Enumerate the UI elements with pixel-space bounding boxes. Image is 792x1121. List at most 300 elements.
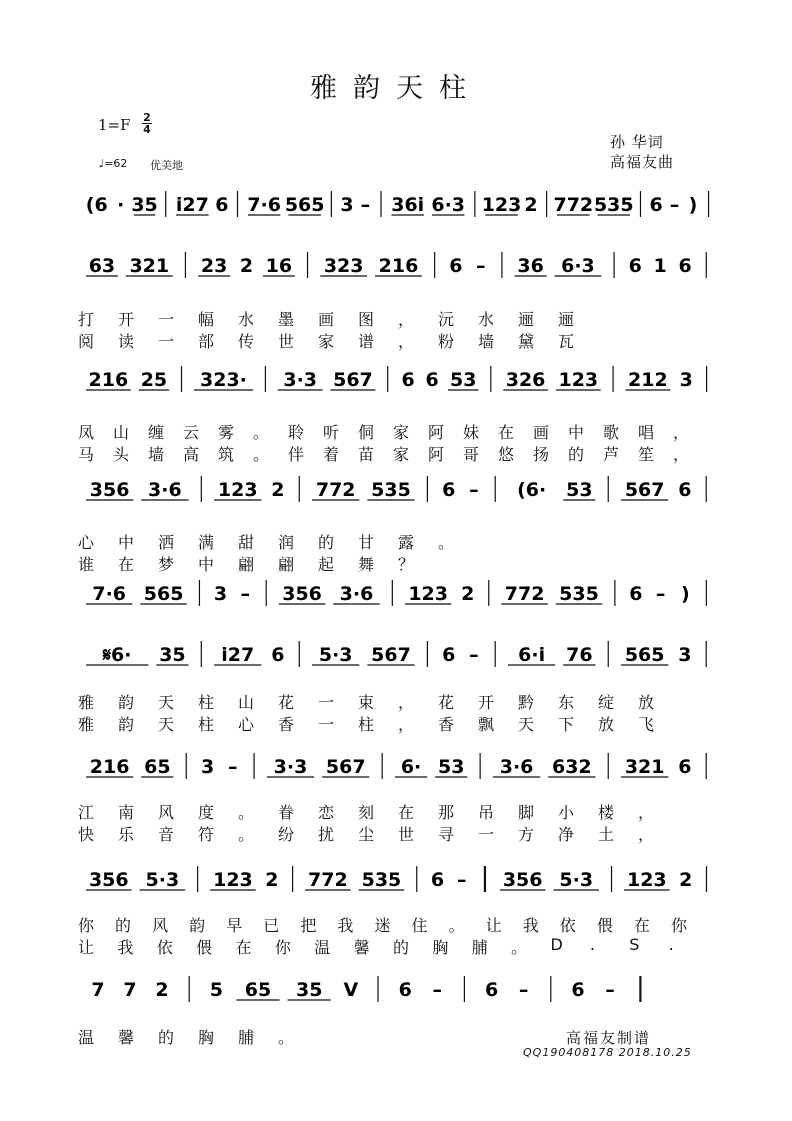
- jianpu-note: 123: [213, 869, 253, 891]
- lyric-line-5-verse1: [78, 800, 718, 822]
- lyric-char: ，: [398, 715, 415, 734]
- lyric-char: 脚: [518, 803, 535, 822]
- jianpu-note: 36i: [391, 194, 425, 216]
- lyric-char: 谱: [358, 332, 375, 351]
- lyric-char: 快: [78, 825, 95, 844]
- lyric-char: 音: [158, 825, 175, 844]
- lyric-char: 花: [278, 693, 295, 712]
- lyric-char: 吊: [478, 803, 495, 822]
- jianpu-note: 567: [325, 756, 366, 778]
- lyric-char: 黛: [518, 332, 535, 351]
- lyric-char: 天: [158, 693, 175, 712]
- jianpu-note: 7: [91, 979, 105, 1001]
- lyric-char: 舞: [358, 555, 375, 574]
- lyric-char: 扰: [318, 825, 335, 844]
- lyric-char: 刻: [358, 803, 375, 822]
- lyric-char: 起: [318, 555, 335, 574]
- lyric-line-5-verse2: [78, 822, 718, 844]
- jianpu-note: 323: [323, 255, 364, 277]
- lyric-char: 墨: [278, 310, 295, 329]
- lyric-char: 一: [318, 715, 335, 734]
- lyric-char: 韵: [189, 916, 206, 935]
- score-maker-credit: 高福友制谱: [566, 1029, 652, 1047]
- lyric-char: 胸: [432, 938, 449, 957]
- lyric-char: S: [629, 935, 640, 954]
- lyric-char: 中: [198, 555, 215, 574]
- lyric-char: 风: [158, 803, 175, 822]
- lyric-char: 度: [198, 803, 215, 822]
- lyric-char: 马: [78, 445, 95, 464]
- jianpu-note: 3·6: [339, 583, 374, 605]
- jianpu-note: 53: [566, 479, 593, 501]
- lyric-char: ，: [673, 445, 690, 464]
- contact-and-date: QQ190408178 2018.10.25: [523, 1046, 692, 1059]
- jianpu-note: 2: [461, 583, 475, 605]
- lyric-char: 一: [478, 825, 495, 844]
- lyric-char: 妹: [463, 423, 480, 442]
- lyric-char: 楼: [598, 803, 615, 822]
- lyric-char: 着: [323, 445, 340, 464]
- jianpu-note: –: [360, 194, 371, 216]
- lyric-char: 馨: [353, 938, 370, 957]
- jianpu-note: i27: [221, 644, 255, 666]
- lyric-char: 柱: [198, 715, 215, 734]
- lyric-char: 。: [511, 938, 528, 957]
- jianpu-note: 2: [271, 479, 285, 501]
- lyric-char: 雅: [78, 715, 95, 734]
- lyric-char: 雾: [218, 423, 235, 442]
- composer-credit: 高福友曲: [610, 153, 675, 171]
- jianpu-note: 535: [371, 479, 411, 501]
- jianpu-note: 53: [450, 369, 477, 391]
- lyric-char: 筑: [218, 445, 235, 464]
- jianpu-note: (6·: [517, 479, 547, 501]
- jianpu-note: 35: [131, 194, 158, 216]
- lyric-char: 部: [198, 332, 215, 351]
- lyric-char: 中: [568, 423, 585, 442]
- lyric-char: 馨: [118, 1028, 135, 1047]
- time-signature-top: 2: [143, 111, 151, 124]
- lyric-char: 画: [533, 423, 550, 442]
- jianpu-note: 36: [517, 255, 544, 277]
- lyric-char: 中: [118, 533, 135, 552]
- lyric-char: 歌: [603, 423, 620, 442]
- lyric-char: 你: [670, 916, 687, 935]
- lyric-line-4-verse2: [78, 712, 718, 734]
- lyric-char: 一: [158, 310, 175, 329]
- lyric-char: 花: [438, 693, 455, 712]
- lyric-line-1-verse2: [78, 329, 718, 351]
- jianpu-note: –: [605, 979, 615, 1001]
- lyric-char: 温: [78, 1028, 95, 1047]
- lyric-char: 天: [518, 715, 535, 734]
- lyric-char: 南: [118, 803, 135, 822]
- lyric-char: 风: [152, 916, 169, 935]
- lyric-char: 阿: [428, 445, 445, 464]
- lyric-char: 把: [300, 916, 317, 935]
- lyric-char: 打: [78, 310, 95, 329]
- lyric-char: 放: [638, 693, 655, 712]
- jianpu-note: 2: [239, 255, 254, 277]
- lyric-char: 纷: [278, 825, 295, 844]
- lyric-char: 柱: [198, 693, 215, 712]
- jianpu-note: 321: [129, 255, 170, 277]
- jianpu-note: 123: [408, 583, 449, 605]
- jianpu-note: 6: [442, 644, 456, 666]
- jianpu-note: –: [240, 583, 250, 605]
- lyric-char: 土: [598, 825, 615, 844]
- jianpu-note: 6: [449, 255, 463, 277]
- jianpu-note: 76: [566, 644, 593, 666]
- lyric-char: 笙: [638, 445, 655, 464]
- lyric-char: 山: [238, 693, 255, 712]
- jianpu-note: 772: [308, 869, 348, 891]
- lyric-char: 水: [478, 310, 495, 329]
- jianpu-note: 53: [438, 756, 465, 778]
- lyric-char: 束: [358, 693, 375, 712]
- lyric-char: 阅: [78, 332, 95, 351]
- lyric-char: 韵: [118, 715, 135, 734]
- lyric-char: 心: [78, 533, 95, 552]
- jianpu-note: (6: [85, 194, 108, 216]
- jianpu-note: 35: [159, 644, 186, 666]
- lyric-char: 你: [274, 938, 291, 957]
- jianpu-note: 5: [209, 979, 224, 1001]
- lyric-char: 听: [323, 423, 340, 442]
- jianpu-note: 6: [678, 479, 692, 501]
- jianpu-note: i27: [175, 194, 209, 216]
- lyric-char: 。: [448, 916, 465, 935]
- lyric-char: 扬: [533, 445, 550, 464]
- lyric-char: 苗: [358, 445, 375, 464]
- lyric-char: .: [668, 935, 674, 954]
- jianpu-note: 6: [629, 583, 643, 605]
- lyric-char: 已: [263, 916, 280, 935]
- jianpu-note: 326: [505, 369, 546, 391]
- lyric-char: 你: [78, 916, 95, 935]
- lyric-char: 在: [398, 803, 415, 822]
- jianpu-note: 35: [295, 979, 323, 1001]
- jianpu-note: –: [475, 255, 486, 277]
- jianpu-note: –: [227, 756, 238, 778]
- lyric-char: 让: [485, 916, 502, 935]
- lyric-char: 阿: [428, 423, 445, 442]
- lyric-char: 一: [318, 693, 335, 712]
- lyric-char: 我: [522, 916, 539, 935]
- lyric-char: 在: [235, 938, 252, 957]
- lyric-char: 凤: [78, 423, 95, 442]
- lyric-char: 尘: [358, 825, 375, 844]
- lyric-char: 让: [78, 938, 95, 957]
- jianpu-note: –: [669, 194, 680, 216]
- lyric-char: 侗: [358, 423, 375, 442]
- jianpu-note: –: [518, 979, 529, 1001]
- lyric-line-4-verse1: [78, 690, 718, 712]
- jianpu-note: ): [680, 583, 690, 605]
- jianpu-note: 5·3: [559, 869, 594, 891]
- jianpu-note: 6: [571, 979, 585, 1001]
- lyric-char: 水: [238, 310, 255, 329]
- lyric-char: 。: [253, 423, 270, 442]
- jianpu-note: 6: [649, 194, 663, 216]
- lyric-char: 寻: [438, 825, 455, 844]
- lyric-char: 开: [478, 693, 495, 712]
- jianpu-note: 212: [628, 369, 668, 391]
- jianpu-note: 632: [551, 756, 592, 778]
- jianpu-note: 2: [524, 194, 538, 216]
- lyric-char: 开: [118, 310, 135, 329]
- lyric-char: 。: [253, 445, 270, 464]
- jianpu-note: –: [432, 979, 442, 1001]
- lyric-char: 恋: [318, 803, 335, 822]
- lyric-char: 家: [393, 445, 410, 464]
- jianpu-note: 6: [271, 644, 285, 666]
- lyric-char: 飞: [638, 715, 655, 734]
- jianpu-note: 6: [430, 869, 445, 891]
- jianpu-note: 3: [340, 194, 354, 216]
- lyric-char: 。: [438, 533, 455, 552]
- lyric-char: 墙: [148, 445, 165, 464]
- lyric-char: 净: [558, 825, 575, 844]
- lyric-char: 谁: [78, 555, 95, 574]
- jianpu-note: 565: [143, 583, 184, 605]
- jianpu-note: 2: [679, 869, 693, 891]
- lyric-line-2-verse2: [78, 442, 718, 464]
- lyric-char: 沅: [438, 310, 455, 329]
- lyric-char: ，: [638, 825, 655, 844]
- lyric-char: 一: [158, 332, 175, 351]
- expression-marking: 优美地: [150, 159, 183, 172]
- lyric-char: 露: [398, 533, 415, 552]
- jianpu-note: 6: [484, 979, 499, 1001]
- jianpu-note: 3·6: [148, 479, 182, 501]
- lyric-char: 偎: [596, 916, 613, 935]
- jianpu-note: 3: [213, 583, 228, 605]
- lyric-char: 家: [393, 423, 410, 442]
- jianpu-note: 772: [315, 479, 356, 501]
- jianpu-note: 567: [333, 369, 373, 391]
- lyric-char: D: [550, 935, 563, 954]
- time-signature-bottom: 4: [143, 123, 151, 136]
- lyric-line-2-verse1: [78, 420, 718, 442]
- lyric-char: 天: [158, 715, 175, 734]
- lyric-char: 瓦: [558, 332, 575, 351]
- jianpu-note: 6: [678, 756, 692, 778]
- tempo-marking: ♩=62: [99, 157, 128, 170]
- jianpu-note: 6·3: [431, 194, 466, 216]
- jianpu-note: V: [343, 979, 359, 1001]
- lyric-char: 翩: [278, 555, 295, 574]
- jianpu-note: 6: [401, 369, 415, 391]
- lyric-char: 润: [278, 533, 295, 552]
- lyric-char: 幅: [198, 310, 215, 329]
- lyric-char: 的: [115, 916, 132, 935]
- lyric-char: 。: [238, 803, 255, 822]
- lyric-char: ，: [398, 310, 415, 329]
- lyric-char: 哥: [463, 445, 480, 464]
- jianpu-note: 216: [89, 756, 130, 778]
- lyric-char: 山: [113, 423, 130, 442]
- lyric-char: 依: [156, 938, 173, 957]
- jianpu-note: 567: [371, 644, 411, 666]
- lyric-char: 心: [238, 715, 255, 734]
- jianpu-note: 6: [215, 194, 229, 216]
- lyric-char: 绽: [598, 693, 615, 712]
- jianpu-note: 565: [624, 644, 665, 666]
- jianpu-note: 7: [123, 979, 137, 1001]
- lyric-char: 脯: [471, 938, 488, 957]
- lyric-char: ，: [398, 332, 415, 351]
- lyric-char: 依: [559, 916, 576, 935]
- jianpu-note: 6: [398, 979, 412, 1001]
- lyric-char: 我: [117, 938, 134, 957]
- lyric-char: 图: [358, 310, 375, 329]
- jianpu-note: 3·6: [499, 756, 534, 778]
- jianpu-note: 3: [200, 756, 215, 778]
- lyric-char: 满: [198, 533, 215, 552]
- jianpu-note: 6: [678, 255, 692, 277]
- lyric-char: 的: [393, 938, 410, 957]
- jianpu-note: 6: [442, 479, 456, 501]
- jianpu-note: 16: [265, 255, 293, 277]
- lyric-char: 世: [278, 332, 295, 351]
- jianpu-note: 3: [678, 644, 692, 666]
- lyric-char: 在: [498, 423, 515, 442]
- jianpu-note: 7·6: [92, 583, 127, 605]
- jianpu-note: 323·: [200, 369, 247, 391]
- lyric-char: 云: [183, 423, 200, 442]
- jianpu-note: 5·3: [145, 869, 180, 891]
- lyric-char: 柱: [358, 715, 375, 734]
- jianpu-note: 5·3: [318, 644, 353, 666]
- lyric-char: 逦: [558, 310, 575, 329]
- lyric-char: 悠: [498, 445, 515, 464]
- jianpu-note: 2: [265, 869, 279, 891]
- lyric-char: 的: [318, 533, 335, 552]
- jianpu-note: 567: [624, 479, 665, 501]
- jianpu-note: –: [469, 644, 479, 666]
- lyric-char: 高: [183, 445, 200, 464]
- lyricist-credit: 孙 华词: [610, 133, 664, 151]
- lyric-char: 黔: [518, 693, 535, 712]
- lyric-char: 方: [518, 825, 535, 844]
- lyric-line-6-verse1: [78, 913, 718, 935]
- lyric-char: 。: [278, 1028, 295, 1047]
- lyric-line-3-verse1: [78, 530, 718, 552]
- jianpu-note: 6·: [400, 756, 422, 778]
- jianpu-note: 321: [624, 756, 665, 778]
- lyric-char: 脯: [238, 1028, 255, 1047]
- lyric-char: 逦: [518, 310, 535, 329]
- lyric-char: 住: [411, 916, 428, 935]
- lyric-char: 世: [398, 825, 415, 844]
- jianpu-note: 3: [679, 369, 693, 391]
- lyric-char: 读: [118, 332, 135, 351]
- lyric-char: 墙: [478, 332, 495, 351]
- lyric-char: 符: [198, 825, 215, 844]
- lyric-char: 传: [238, 332, 255, 351]
- lyric-char: 在: [118, 555, 135, 574]
- lyric-char: 洒: [158, 533, 175, 552]
- lyric-char: 下: [558, 715, 575, 734]
- lyric-char: 乐: [118, 825, 135, 844]
- jianpu-note: 3·3: [273, 756, 308, 778]
- lyric-char: 偎: [196, 938, 213, 957]
- jianpu-note: ): [688, 194, 698, 216]
- jianpu-note: 356: [88, 869, 129, 891]
- jianpu-note: 216: [88, 369, 129, 391]
- lyric-char: 胸: [198, 1028, 215, 1047]
- lyric-char: ？: [398, 555, 415, 574]
- jianpu-note: 65: [144, 756, 171, 778]
- jianpu-note: 535: [559, 583, 599, 605]
- jianpu-note: 123: [217, 479, 258, 501]
- lyric-char: 芦: [603, 445, 620, 464]
- lyric-char: 伴: [288, 445, 305, 464]
- jianpu-note: 6·3: [561, 255, 595, 277]
- jianpu-note: 123: [558, 369, 599, 391]
- jianpu-note: 535: [361, 869, 402, 891]
- lyric-line-1-verse1: [78, 307, 718, 329]
- lyric-char: 甜: [238, 533, 255, 552]
- song-title: 雅韵天柱: [310, 73, 482, 104]
- jianpu-note: 6: [425, 369, 439, 391]
- lyric-char: 小: [558, 803, 575, 822]
- jianpu-note: 123: [626, 869, 667, 891]
- jianpu-note: 356: [282, 583, 322, 605]
- lyric-char: ，: [638, 803, 655, 822]
- lyric-char: 在: [633, 916, 650, 935]
- jianpu-note: –: [469, 479, 479, 501]
- lyric-char: 迷: [374, 916, 391, 935]
- jianpu-note: 65: [244, 979, 272, 1001]
- jianpu-note: 565: [284, 194, 325, 216]
- lyric-char: 缠: [148, 423, 165, 442]
- jianpu-note: 2: [155, 979, 169, 1001]
- jianpu-note: 7·6: [247, 194, 282, 216]
- lyric-char: 雅: [78, 693, 95, 712]
- lyric-char: 眷: [278, 803, 295, 822]
- jianpu-note: 1: [653, 255, 667, 277]
- lyric-char: 画: [318, 310, 335, 329]
- jianpu-note: 535: [593, 194, 634, 216]
- lyric-char: 。: [238, 825, 255, 844]
- lyric-char: 温: [314, 938, 331, 957]
- jianpu-note: 356: [89, 479, 130, 501]
- jianpu-note: 63: [88, 255, 116, 277]
- jianpu-note: 𝄋6·: [102, 644, 132, 666]
- lyric-char: 的: [158, 1028, 175, 1047]
- jianpu-note: 23: [200, 255, 228, 277]
- lyric-char: 江: [78, 803, 95, 822]
- lyric-char: ，: [673, 423, 690, 442]
- jianpu-note: 6·i: [518, 644, 546, 666]
- jianpu-note: 25: [140, 369, 168, 391]
- lyric-char: 翩: [238, 555, 255, 574]
- lyric-char: 韵: [118, 693, 135, 712]
- lyric-char: 香: [278, 715, 295, 734]
- lyric-char: 粉: [438, 332, 455, 351]
- jianpu-note: –: [655, 583, 666, 605]
- jianpu-note: 123: [481, 194, 522, 216]
- lyric-char: 梦: [158, 555, 175, 574]
- key-signature: 1=F: [98, 116, 131, 134]
- lyric-char: 早: [226, 916, 243, 935]
- jianpu-note: 6: [628, 255, 642, 277]
- lyric-char: 放: [598, 715, 615, 734]
- lyric-char: 聆: [288, 423, 305, 442]
- lyric-line-6-verse2: [78, 935, 718, 957]
